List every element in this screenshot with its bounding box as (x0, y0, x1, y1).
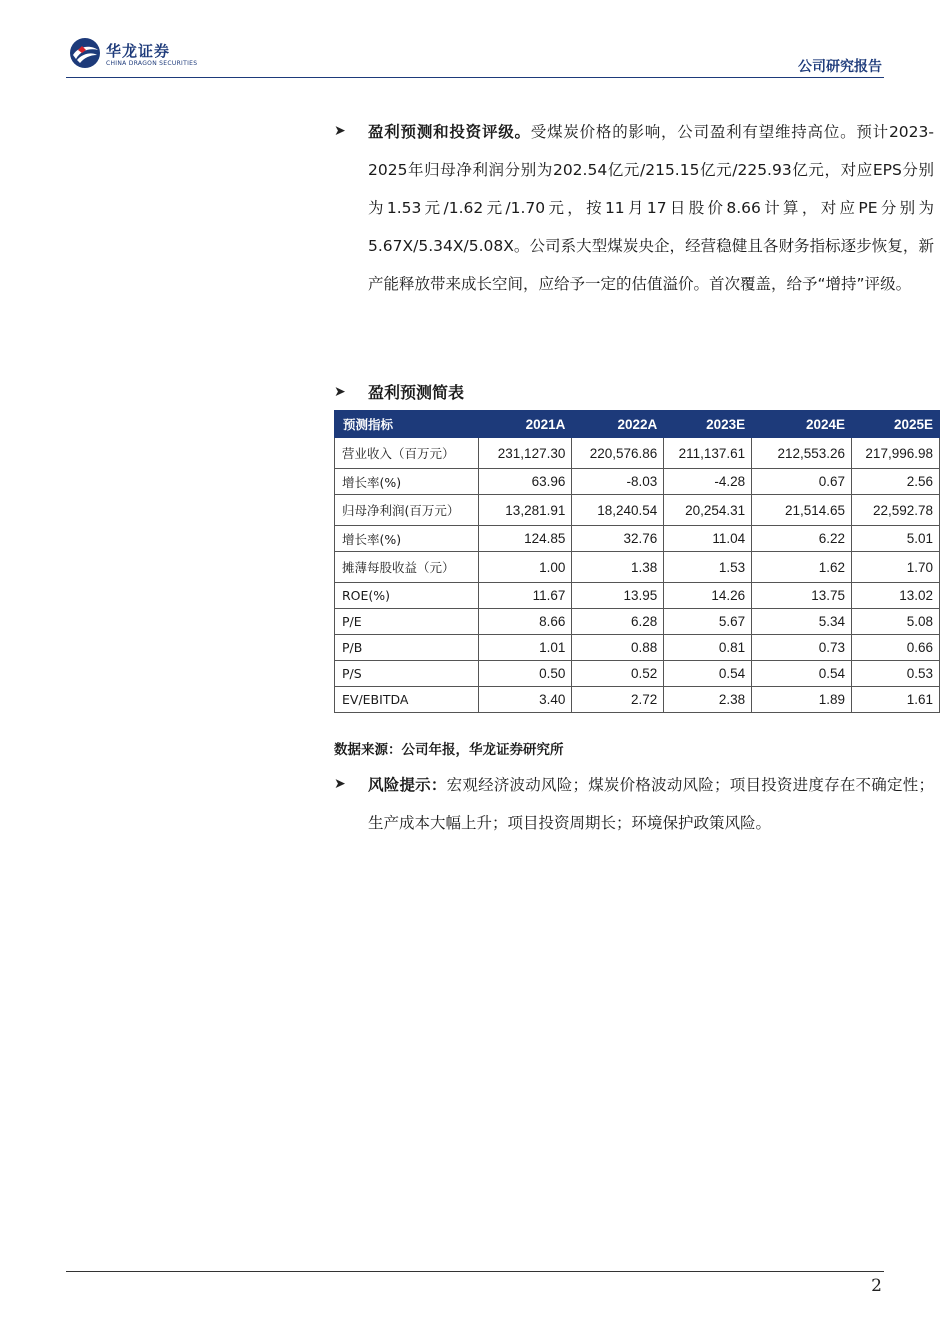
header-divider (66, 77, 884, 78)
table-cell: 1.00 (479, 552, 572, 583)
table-row (335, 526, 940, 552)
table-cell: 13,281.91 (479, 495, 572, 526)
table-cell: 18,240.54 (572, 495, 664, 526)
table-cell: 1.62 (752, 552, 852, 583)
table-cell: 5.08 (852, 609, 940, 635)
table-cell: 0.53 (852, 661, 940, 687)
table-row (335, 609, 940, 635)
table-cell: 13.95 (572, 583, 664, 609)
risk-bullet (334, 766, 934, 842)
logo-mark-icon (68, 36, 102, 70)
column-header: 2021A (479, 411, 572, 438)
logo-chinese-name: 华龙证券 (106, 42, 171, 60)
report-type-label: 公司研究报告 (798, 59, 882, 75)
table-cell: 0.73 (752, 635, 852, 661)
table-row (335, 661, 940, 687)
table-cell: 11.04 (664, 526, 752, 552)
table-cell: 1.01 (479, 635, 572, 661)
table-cell: -4.28 (664, 469, 752, 495)
table-cell: 3.40 (479, 687, 572, 713)
row-label: P/S (335, 661, 479, 687)
table-cell: 220,576.86 (572, 438, 664, 469)
data-source-note: 数据来源：公司年报，华龙证券研究所 (334, 742, 564, 758)
table-cell: 32.76 (572, 526, 664, 552)
table-cell: 1.38 (572, 552, 664, 583)
table-cell: 1.61 (852, 687, 940, 713)
risk-heading: 风险提示： (368, 776, 447, 794)
bullet-arrow-icon: ➤ (334, 123, 346, 139)
forecast-table (334, 410, 940, 713)
table-cell: 20,254.31 (664, 495, 752, 526)
table-cell: 5.01 (852, 526, 940, 552)
company-logo (68, 36, 208, 80)
table-cell: 0.50 (479, 661, 572, 687)
row-label: 摊薄每股收益（元） (335, 552, 479, 583)
table-cell: 0.54 (752, 661, 852, 687)
row-label: EV/EBITDA (335, 687, 479, 713)
risk-body: 宏观经济波动风险；煤炭价格波动风险；项目投资进度存在不确定性；生产成本大幅上升；项目投资周期长；环境保护政策风险。 (368, 776, 934, 832)
table-cell: 0.54 (664, 661, 752, 687)
table-cell: 0.66 (852, 635, 940, 661)
table-row (335, 687, 940, 713)
table-cell: 2.38 (664, 687, 752, 713)
table-cell: 5.34 (752, 609, 852, 635)
column-header: 2023E (664, 411, 752, 438)
table-cell: 0.88 (572, 635, 664, 661)
table-cell: 5.67 (664, 609, 752, 635)
table-cell: 0.52 (572, 661, 664, 687)
table-row (335, 469, 940, 495)
row-label: 增长率(%) (335, 469, 479, 495)
forecast-body: 受煤炭价格的影响，公司盈利有望维持高位。预计2023-2025年归母净利润分别为202.54亿元/215.15亿元/225.93亿元，对应EPS分别为1.53元/1.62元/1.70元，按11月17日股价8.66计算，对应PE分别为5.67X/5.34X/5.08X。公司系大型煤炭央企，经营稳健且各财务指标逐步恢复，新产能释放带来成长空间，应给予一定的估值溢价。首次覆盖，给予“增持”评级。 (368, 123, 934, 293)
table-cell: 63.96 (479, 469, 572, 495)
table-cell: 0.81 (664, 635, 752, 661)
table-cell: 8.66 (479, 609, 572, 635)
table-cell: 124.85 (479, 526, 572, 552)
table-cell: 1.89 (752, 687, 852, 713)
table-header-row (335, 411, 940, 438)
table-cell: 6.22 (752, 526, 852, 552)
table-row (335, 552, 940, 583)
page-number: 2 (871, 1276, 882, 1296)
table-cell: 22,592.78 (852, 495, 940, 526)
table-cell: 1.53 (664, 552, 752, 583)
forecast-heading: 盈利预测和投资评级。 (368, 123, 531, 141)
table-row (335, 495, 940, 526)
column-header: 2025E (852, 411, 940, 438)
row-label: ROE(%) (335, 583, 479, 609)
table-row (335, 583, 940, 609)
table-cell: 211,137.61 (664, 438, 752, 469)
logo-english-name: CHINA DRAGON SECURITIES (106, 60, 198, 67)
table-cell: 217,996.98 (852, 438, 940, 469)
table-cell: 21,514.65 (752, 495, 852, 526)
table-cell: 13.75 (752, 583, 852, 609)
table-title: 盈利预测简表 (368, 383, 465, 402)
table-cell: 1.70 (852, 552, 940, 583)
row-label: P/E (335, 609, 479, 635)
row-label: 归母净利润(百万元） (335, 495, 479, 526)
table-cell: 212,553.26 (752, 438, 852, 469)
table-cell: 13.02 (852, 583, 940, 609)
forecast-bullet (334, 113, 934, 303)
forecast-paragraph (368, 113, 934, 303)
table-cell: -8.03 (572, 469, 664, 495)
table-row (335, 438, 940, 469)
page-header (0, 0, 950, 80)
column-header: 2022A (572, 411, 664, 438)
bullet-arrow-icon: ➤ (334, 384, 346, 400)
table-cell: 2.56 (852, 469, 940, 495)
row-label: 营业收入（百万元） (335, 438, 479, 469)
table-cell: 6.28 (572, 609, 664, 635)
table-cell: 11.67 (479, 583, 572, 609)
row-label: 增长率(%) (335, 526, 479, 552)
bullet-arrow-icon: ➤ (334, 776, 346, 792)
table-cell: 14.26 (664, 583, 752, 609)
column-header: 2024E (752, 411, 852, 438)
row-label: P/B (335, 635, 479, 661)
table-cell: 2.72 (572, 687, 664, 713)
table-row (335, 635, 940, 661)
column-header: 预测指标 (335, 411, 479, 438)
table-cell: 0.67 (752, 469, 852, 495)
table-cell: 231,127.30 (479, 438, 572, 469)
risk-paragraph (368, 766, 934, 842)
footer-divider (66, 1271, 884, 1272)
